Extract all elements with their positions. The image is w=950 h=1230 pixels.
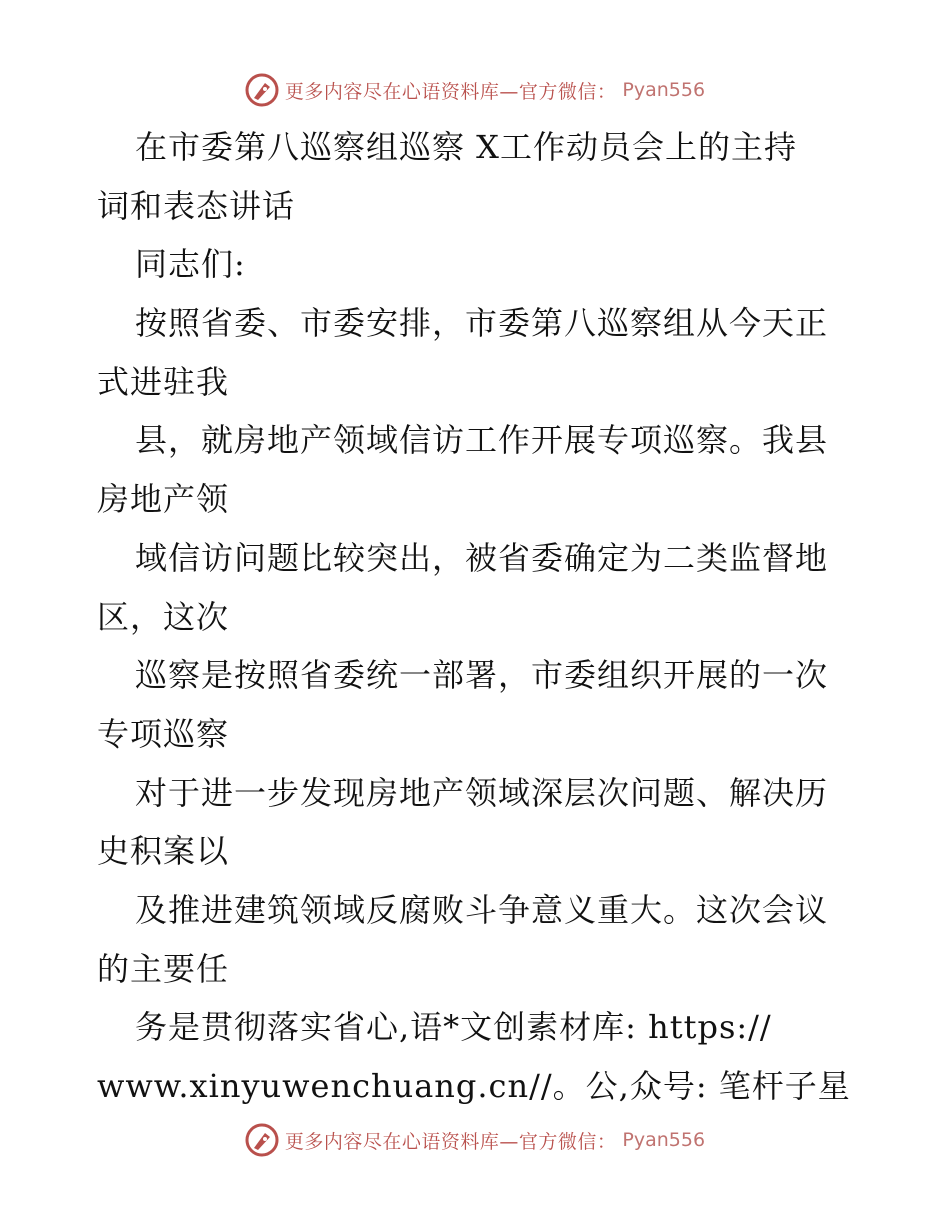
- header-watermark-banner: [0, 70, 950, 110]
- text-line: 按照省委、市委安排，市委第八巡察组从今天正: [135, 304, 829, 343]
- banner-text: 更多内容尽在心语资料库—官方微信：: [284, 80, 617, 103]
- banner-wechat-id: Pyan556: [622, 1129, 706, 1151]
- document-body: [97, 118, 857, 1116]
- text-line: 同志们:: [135, 245, 246, 284]
- text-line: 在市委第八巡察组巡察 X工作动员会上的主持: [135, 128, 797, 166]
- text-line: 县，就房地产领域信访工作开展专项巡察。我县: [135, 421, 829, 460]
- text-line: 史积案以: [97, 832, 230, 871]
- text-line: 词和表态讲话: [97, 186, 296, 225]
- text-line: 区，这次: [97, 597, 230, 636]
- pen-nib-logo-icon: [245, 1123, 279, 1157]
- text-line: 域信访问题比较突出，被省委确定为二类监督地: [135, 538, 829, 577]
- text-line: 专项巡察: [97, 714, 230, 753]
- text-line: 巡察是按照省委统一部署，市委组织开展的一次: [135, 656, 829, 695]
- footer-watermark-banner: [0, 1120, 950, 1160]
- banner-wechat-id: Pyan556: [622, 79, 706, 101]
- text-line: 对于进一步发现房地产领域深层次问题、解决历: [135, 773, 829, 812]
- banner-text: 更多内容尽在心语资料库—官方微信：: [284, 1130, 617, 1153]
- text-line: www.xinyuwenchuang.cn//。公,众号: 笔杆子星: [97, 1067, 851, 1105]
- text-line: 式进驻我: [97, 362, 230, 401]
- text-line: 房地产领: [97, 480, 230, 519]
- text-line: 的主要任: [97, 949, 230, 988]
- text-line: 务是贯彻落实省心,语*文创素材库: https://: [135, 1008, 772, 1047]
- pen-nib-logo-icon: [245, 73, 279, 107]
- text-line: 及推进建筑领域反腐败斗争意义重大。这次会议: [135, 890, 829, 929]
